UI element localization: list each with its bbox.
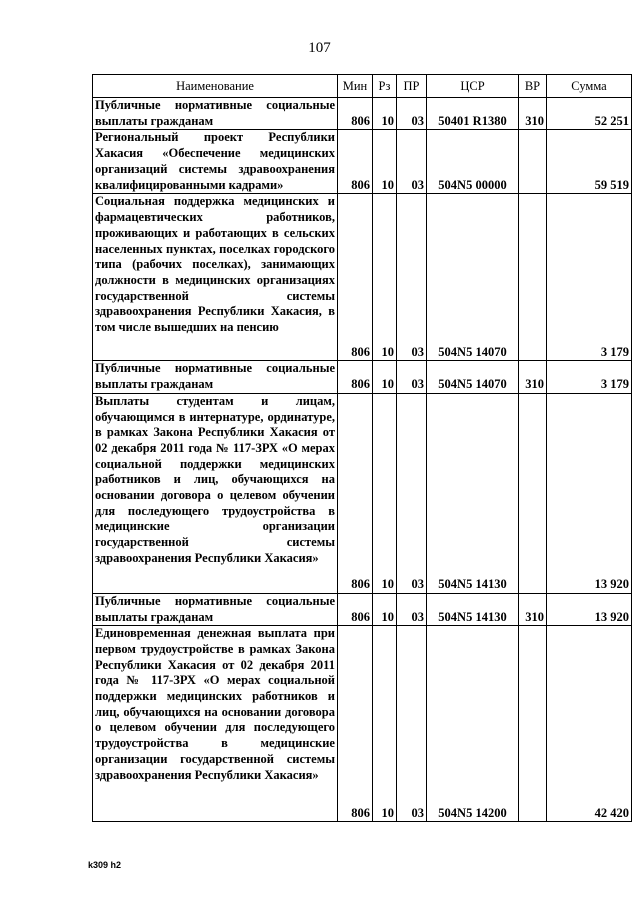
row-csr: 504N5 00000	[427, 130, 519, 194]
row-name: Региональный проект Республики Хакасия «Обеспечение медицинских организаций системы здравоохранения квалифицированными кадрами»	[93, 130, 338, 194]
row-pr: 03	[397, 194, 427, 361]
budget-table	[92, 74, 632, 822]
row-sum: 3 179	[547, 194, 632, 361]
row-min: 806	[338, 393, 373, 593]
row-rz: 10	[373, 98, 397, 130]
row-name: Публичные нормативные социальные выплаты гражданам	[93, 593, 338, 625]
row-min: 806	[338, 194, 373, 361]
row-csr: 504N5 14200	[427, 626, 519, 822]
row-name: Социальная поддержка медицинских и фармацевтических работников, проживающих и работающих в сельских населенных пунктах, поселках городского типа (рабочих поселках), занимающих должности в медицинских организациях государственной системы здравоохранения Республики Хакасия, в том числе вышедших на пенсию	[93, 194, 338, 361]
header-pr: ПР	[397, 75, 427, 98]
header-rz: Рз	[373, 75, 397, 98]
row-vr: 310	[519, 361, 547, 393]
row-vr	[519, 393, 547, 593]
row-rz: 10	[373, 194, 397, 361]
row-pr: 03	[397, 393, 427, 593]
row-vr: 310	[519, 98, 547, 130]
row-rz: 10	[373, 626, 397, 822]
row-sum: 13 920	[547, 393, 632, 593]
table-row	[93, 393, 632, 593]
row-vr	[519, 626, 547, 822]
table-row	[93, 130, 632, 194]
row-sum: 52 251	[547, 98, 632, 130]
row-sum: 42 420	[547, 626, 632, 822]
header-sum: Сумма	[547, 75, 632, 98]
row-pr: 03	[397, 98, 427, 130]
row-rz: 10	[373, 393, 397, 593]
row-vr	[519, 130, 547, 194]
row-csr: 504N5 14070	[427, 361, 519, 393]
row-min: 806	[338, 98, 373, 130]
table-row	[93, 194, 632, 361]
row-csr: 50401 R1380	[427, 98, 519, 130]
document-code: k309 h2	[88, 860, 122, 870]
table-row	[93, 98, 632, 130]
row-name: Публичные нормативные социальные выплаты гражданам	[93, 361, 338, 393]
row-rz: 10	[373, 593, 397, 625]
row-csr: 504N5 14130	[427, 393, 519, 593]
table-row	[93, 361, 632, 393]
row-csr: 504N5 14130	[427, 593, 519, 625]
row-rz: 10	[373, 130, 397, 194]
header-csr: ЦСР	[427, 75, 519, 98]
row-name: Публичные нормативные социальные выплаты гражданам	[93, 98, 338, 130]
row-sum: 13 920	[547, 593, 632, 625]
row-pr: 03	[397, 593, 427, 625]
row-vr	[519, 194, 547, 361]
table-header-row	[93, 75, 632, 98]
table-row	[93, 626, 632, 822]
row-min: 806	[338, 593, 373, 625]
row-sum: 3 179	[547, 361, 632, 393]
row-min: 806	[338, 130, 373, 194]
row-vr: 310	[519, 593, 547, 625]
header-min: Мин	[338, 75, 373, 98]
table-row	[93, 593, 632, 625]
row-name: Единовременная денежная выплата при первом трудоустройстве в рамках Закона Республики Хакасия от 02 декабря 2011 года № 117-ЗРХ «О мерах социальной поддержки медицинских работников и лиц, обучающихся на основании договора о целевом обучении для последующего трудоустройства в медицинские организации государственной системы здравоохранения Республики Хакасия»	[93, 626, 338, 822]
page-number: 107	[308, 40, 331, 56]
row-sum: 59 519	[547, 130, 632, 194]
header-name: Наименование	[93, 75, 338, 98]
row-pr: 03	[397, 361, 427, 393]
row-min: 806	[338, 626, 373, 822]
row-rz: 10	[373, 361, 397, 393]
row-pr: 03	[397, 626, 427, 822]
row-pr: 03	[397, 130, 427, 194]
row-name: Выплаты студентам и лицам, обучающимся в интернатуре, ординатуре, в рамках Закона Республики Хакасия от 02 декабря 2011 года № 117-ЗРХ «О мерах социальной поддержки медицинских работников и лиц, обучающихся на основании договора о целевом обучении для последующего трудоустройства в медицинские организации государственной системы здравоохранения Республики Хакасия»	[93, 393, 338, 593]
row-csr: 504N5 14070	[427, 194, 519, 361]
header-vr: ВР	[519, 75, 547, 98]
row-min: 806	[338, 361, 373, 393]
